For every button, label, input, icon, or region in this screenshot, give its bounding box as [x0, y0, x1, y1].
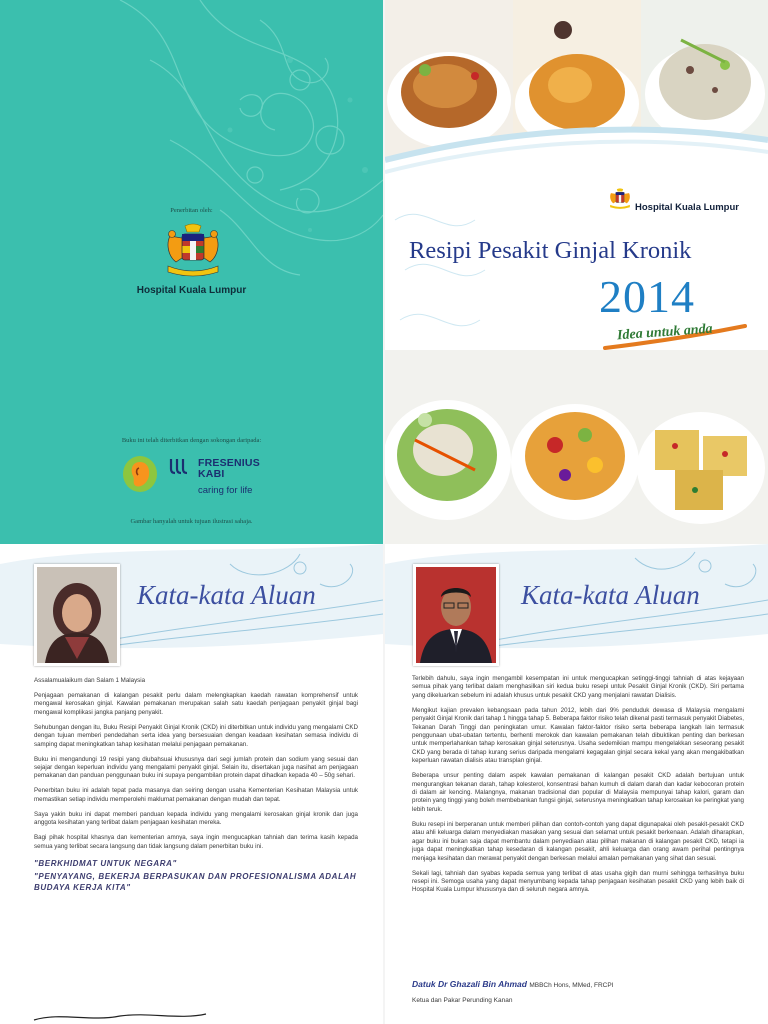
paragraph: Sekali lagi, tahniah dan syabas kepada semua yang terlibat di atas usaha gigih dan murni sehingga terhasilnya buku resepi ini. Semoga usaha yang dapat menyumbang kepada tahap penjagaan kesihatan pesakit CKD yang lebih baik di Hospital Kuala Lumpur khususnya dan di seluruh negara amnya.	[412, 869, 744, 894]
book-year: 2014	[599, 271, 695, 322]
kidney-logo-icon	[122, 455, 158, 493]
paragraph: Buku resepi ini berperanan untuk memberi pilihan dan contoh-contoh yang dapat digunapakai oleh pesakit-pesakit CKD atau ahli keluarga dalam menyediakan masakan yang sesuai dan selamat untuk pesakit berkenaan. Adalah diharapkan, agar buku ini bukan saja dapat membantu dalam penyediaan atau pilihan makanan di kalangan pesakit CKD, tetapi ia juga dapat meningkatkan tahap kesedaran di kalangan pesakit, ahli keluarga dan orang awam perihal pentingnya menjaga kesihatan dan merawat penyakit dengan berkesan melalui amalan pemakanan yang sihat dan sesuai.	[412, 820, 744, 862]
malaysia-coat-of-arms-icon	[160, 222, 226, 280]
paragraph: Penjagaan pemakanan di kalangan pesakit perlu dalam melengkapkan kaedah rawatan komprehensif untuk mengawal kerosakan ginjal. Kawalan pemakanan merupakan salah satu kaedah penjagaan penyakit ginjal bagi mengawal komplikasi jangka panjang penyakit.	[34, 692, 358, 716]
sponsor-name-line1: FRESENIUS	[198, 457, 260, 469]
sponsor-note: Buku ini telah diterbitkan dengan sokongan daripada:	[121, 437, 262, 444]
greeting: Assalamualaikum dan Salam 1 Malaysia	[34, 677, 146, 684]
author-photo-left	[34, 564, 120, 666]
book-title: Resipi Pesakit Ginjal Kronik	[409, 237, 692, 264]
paragraph: Mengikut kajian prevalen kebangsaan pada tahun 2012, lebih dari 9% penduduk dewasa di Malaysia mengalami penyakit Ginjal Kronik dari tahap 1 hingga tahap 5. Beberapa faktor risiko telah dikenal pasti termasuk penyakit Diabetes, Tekanan Darah Tinggi dan peningkatan umur. Kawalan faktor-faktor risiko serta beberapa langkah lain termasuk penggunaan ubat-ubatan tertentu, berhenti merokok dan kawalan pemakanan telah dibuktikan penting dan berkesan untuk memperlahankan tahap kerosakan ginjal seterusnya. Usaha sedemikian mampu mengelakkan seseorang pesakit CKD yang berada di tahap kurang serius daripada mengalami kegagalan ginjal secara kekal yang akan mengakibatkan keperluan rawatan dialisis atau transplan ginjal.	[412, 706, 744, 765]
front-cover	[385, 0, 768, 544]
malaysia-coat-of-arms-icon	[607, 186, 633, 212]
image-note: Gambar hanyalah untuk tujuan ilustrasi sahaja.	[130, 518, 253, 525]
food-photos-bottom	[385, 350, 768, 544]
book-tagline: Idea untuk anda	[616, 321, 714, 344]
foreword-page-right	[385, 544, 768, 1024]
author-photo-right	[413, 564, 499, 666]
paragraph: Penerbitan buku ini adalah tepat pada masanya dan seiring dengan usaha Kementerian Kesihatan Malaysia untuk memastikan setiap individu memperolehi maklumat pemakanan dengan mudah dan tepat.	[34, 787, 358, 803]
paragraph: Bagi pihak hospital khasnya dan kementerian amnya, saya ingin mengucapkan tahniah dan terima kasih kepada semua yang terlibat secara langsung dan tidak langsung dalam penerbitan buku ini.	[34, 834, 358, 850]
paragraph: Sehubungan dengan itu, Buku Resipi Penyakit Ginjal Kronik (CKD) ini diterbitkan untuk individu yang mengalami CKD dengan tujuan memberi pendedahan serta idea yang bersesuaian dengan keadaan kesihatan semasa individu di samping dapat meningkatkan tahap kesihatan melalui penjagaan pemakanan.	[34, 723, 358, 748]
paragraph: Buku ini mengandungi 19 resipi yang diubahsuai khususnya dari segi jumlah protein dan sodium yang sesuai dan sejajar dengan keperluan individu yang mengalami penyakit ginjal. Selain itu, disertakan juga nasihat am penjagaan pemakanan dan panduan penggunaan buku ini supaya pengambilan protein dapat dihadkan kepada 40 – 50g sehari.	[34, 755, 358, 780]
hospital-name: Hospital Kuala Lumpur	[635, 202, 739, 213]
back-cover	[0, 0, 383, 544]
sponsor-name	[198, 458, 260, 480]
published-by-label: Penerbitan oleh:	[170, 207, 213, 214]
foreword-body-left	[34, 677, 358, 895]
sponsor-name-line2: KABI	[198, 468, 225, 480]
sponsor-tagline: caring for life	[198, 485, 253, 496]
paragraph: Terlebih dahulu, saya ingin mengambil kesempatan ini untuk mengucapkan setinggi-tinggi tahniah di atas kejayaan semua pihak yang terlibat dalam menghasilkan siri kedua buku resepi untuk Pesakit Ginjal Kronik (CKD). Siri pertama yang dikeluarkan sebelum ini adalah khusus untuk pesakit CKD yang menjalani rawatan Dialisis.	[412, 675, 744, 699]
signatory-qualifications: MBBCh Hons, MMed, FRCPI	[529, 982, 614, 989]
motto-1: "BERKHIDMAT UNTUK NEGARA"	[34, 858, 177, 868]
signature-stroke	[30, 1010, 210, 1024]
hospital-name: Hospital Kuala Lumpur	[136, 285, 247, 296]
page-heading: Kata-kata Aluan	[137, 580, 316, 610]
page-heading: Kata-kata Aluan	[521, 580, 700, 610]
paragraph: Beberapa unsur penting dalam aspek kawalan pemakanan di kalangan pesakit CKD adalah bertujuan untuk mengurangkan tekanan darah, tahap kolesterol, konsentrasi bahan kumuh di dalam darah dan kadar kebocoran protein di dalam air kencing. Malangnya, makanan tradisional dan popular di Malaysia mempunyai tahap kalori, garam dan protein yang tinggi yang boleh membebankan fungsi ginjal, seterusnya meningkatkan tahap kerosakan ke peringkat yang lebih teruk.	[412, 772, 744, 813]
foreword-page-left	[0, 544, 383, 1024]
fresenius-kabi-logo-icon	[168, 457, 192, 479]
paragraph: Saya yakin buku ini dapat memberi panduan kepada individu yang mengalami kerosakan ginjal kronik dan juga anggota kesihatan yang terlibat dalam penjagaan kesihatan mereka.	[34, 810, 358, 827]
signatory	[412, 979, 613, 989]
signatory-name: Datuk Dr Ghazali Bin Ahmad	[412, 979, 527, 989]
motto-2: "PENYAYANG, BEKERJA BERPASUKAN DAN PROFESIONALISMA ADALAH BUDAYA KERJA KITA"	[34, 871, 357, 892]
signatory-title: Ketua dan Pakar Perunding Kanan	[412, 997, 513, 1004]
foreword-body-right	[412, 675, 744, 901]
